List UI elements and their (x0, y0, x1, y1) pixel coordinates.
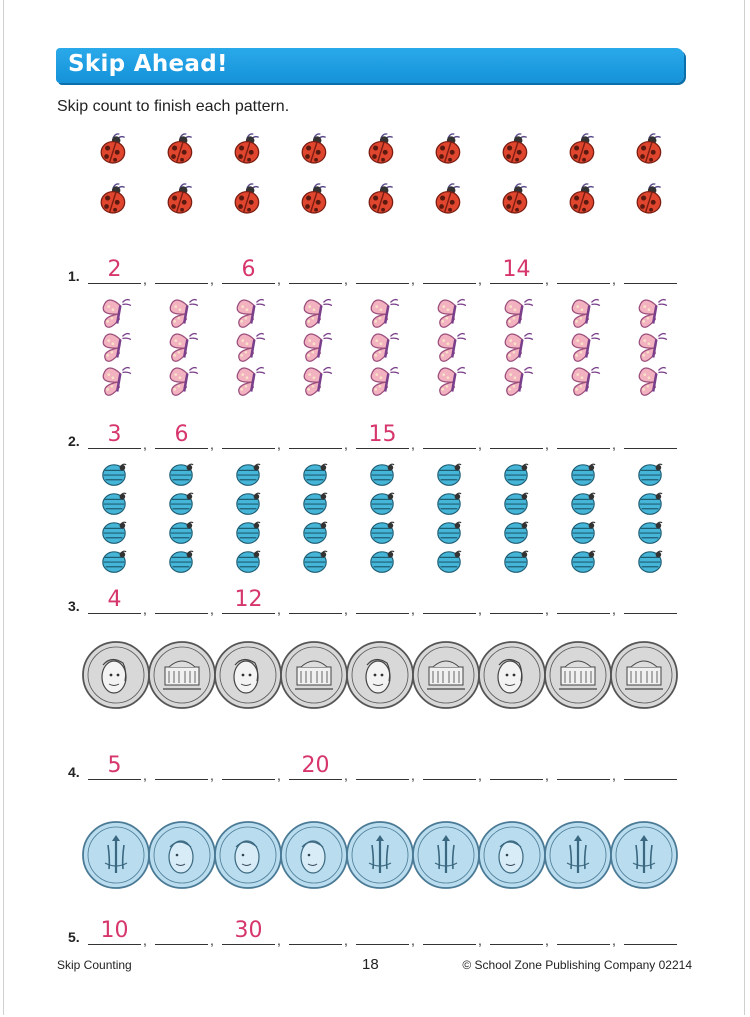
answer-blank[interactable] (624, 255, 677, 284)
ladybug-icon (634, 182, 666, 214)
nickel-coin-icon (477, 637, 547, 718)
dime-coin-icon (543, 817, 613, 898)
ladybug-icon (232, 182, 264, 214)
butterfly-icon (497, 296, 535, 332)
comma-separator: , (478, 601, 482, 617)
ladybug-icon (299, 132, 331, 164)
beetle-icon (300, 549, 330, 577)
comma-separator: , (344, 601, 348, 617)
handwritten-answer: 4 (107, 587, 122, 612)
beetle-icon (233, 491, 263, 519)
beetle-group (82, 462, 682, 574)
problem-row-5 (68, 915, 688, 948)
beetle-icon (434, 549, 464, 577)
butterfly-icon (363, 330, 401, 366)
answer-blank[interactable] (490, 916, 543, 945)
comma-separator: , (545, 271, 549, 287)
comma-separator: , (411, 932, 415, 948)
comma-separator: , (411, 271, 415, 287)
beetle-icon (99, 520, 129, 548)
answer-blank[interactable] (356, 255, 409, 284)
comma-separator: , (277, 271, 281, 287)
answer-blank[interactable] (155, 255, 208, 284)
comma-separator: , (210, 767, 214, 783)
ladybug-icon (98, 182, 130, 214)
answer-blank[interactable] (557, 255, 610, 284)
butterfly-icon (162, 296, 200, 332)
comma-separator: , (411, 436, 415, 452)
answer-blank[interactable] (557, 751, 610, 780)
answer-blank[interactable] (356, 916, 409, 945)
beetle-icon (233, 520, 263, 548)
comma-separator: , (277, 767, 281, 783)
answer-blank[interactable] (557, 916, 610, 945)
handwritten-answer: 30 (234, 918, 263, 943)
answer-blank[interactable] (423, 585, 476, 614)
answer-blank[interactable] (356, 420, 409, 449)
dime-coin-icon (609, 817, 679, 898)
beetle-icon (568, 520, 598, 548)
handwritten-answer: 2 (107, 257, 122, 282)
comma-separator: , (344, 932, 348, 948)
handwritten-answer: 12 (234, 587, 263, 612)
answer-blank[interactable] (222, 751, 275, 780)
beetle-icon (434, 491, 464, 519)
comma-separator: , (143, 932, 147, 948)
answer-blank[interactable] (222, 420, 275, 449)
answer-blank[interactable] (289, 751, 342, 780)
beetle-icon (568, 462, 598, 490)
beetle-icon (99, 549, 129, 577)
instructions: Skip count to finish each pattern. (57, 98, 290, 115)
answer-blank[interactable] (88, 585, 141, 614)
answer-blank[interactable] (155, 751, 208, 780)
handwritten-answer: 15 (368, 422, 397, 447)
comma-separator: , (143, 601, 147, 617)
comma-separator: , (143, 767, 147, 783)
handwritten-answer: 5 (107, 753, 122, 778)
nickel-coin-icon (279, 637, 349, 718)
butterfly-icon (95, 364, 133, 400)
answer-blank[interactable] (155, 916, 208, 945)
dime-coin-icon (279, 817, 349, 898)
comma-separator: , (277, 932, 281, 948)
comma-separator: , (545, 601, 549, 617)
dime-coin-icon (147, 817, 217, 898)
answer-blank[interactable] (155, 420, 208, 449)
butterfly-icon (564, 364, 602, 400)
answer-blank[interactable] (423, 255, 476, 284)
butterfly-icon (430, 364, 468, 400)
comma-separator: , (478, 932, 482, 948)
ladybug-icon (165, 182, 197, 214)
comma-separator: , (210, 932, 214, 948)
comma-separator: , (478, 271, 482, 287)
handwritten-answer: 14 (502, 257, 531, 282)
ladybug-icon (634, 132, 666, 164)
nickel-coin-icon (81, 637, 151, 718)
problem-number: 4. (68, 764, 80, 780)
beetle-icon (501, 549, 531, 577)
answer-blank[interactable] (222, 916, 275, 945)
beetle-icon (166, 520, 196, 548)
ladybug-icon (433, 182, 465, 214)
butterfly-group (82, 296, 682, 406)
beetle-icon (367, 549, 397, 577)
beetle-icon (166, 491, 196, 519)
comma-separator: , (143, 436, 147, 452)
answer-blank[interactable] (222, 255, 275, 284)
butterfly-icon (296, 364, 334, 400)
comma-separator: , (478, 767, 482, 783)
page-number: 18 (362, 956, 379, 973)
butterfly-icon (296, 296, 334, 332)
beetle-icon (635, 549, 665, 577)
problem-row-2 (68, 419, 688, 452)
comma-separator: , (344, 271, 348, 287)
beetle-icon (300, 491, 330, 519)
beetle-icon (434, 520, 464, 548)
answer-blank[interactable] (423, 751, 476, 780)
answer-blank[interactable] (490, 585, 543, 614)
comma-separator: , (411, 601, 415, 617)
beetle-icon (300, 520, 330, 548)
answer-blank[interactable] (289, 916, 342, 945)
problem-row-1 (68, 254, 688, 287)
beetle-icon (635, 462, 665, 490)
comma-separator: , (612, 767, 616, 783)
beetle-icon (99, 462, 129, 490)
nickel-coin-icon (609, 637, 679, 718)
problem-number: 3. (68, 598, 80, 614)
answer-blank[interactable] (423, 420, 476, 449)
comma-separator: , (344, 767, 348, 783)
nickel-coin-icon (345, 637, 415, 718)
butterfly-icon (497, 330, 535, 366)
dime-coin-icon (213, 817, 283, 898)
answer-blank[interactable] (624, 420, 677, 449)
butterfly-icon (430, 296, 468, 332)
beetle-icon (367, 520, 397, 548)
comma-separator: , (545, 932, 549, 948)
comma-separator: , (478, 436, 482, 452)
answer-blank[interactable] (155, 585, 208, 614)
butterfly-icon (229, 296, 267, 332)
comma-separator: , (143, 271, 147, 287)
nickel-coin-icon (543, 637, 613, 718)
handwritten-answer: 20 (301, 753, 330, 778)
comma-separator: , (612, 271, 616, 287)
beetle-icon (367, 462, 397, 490)
nickel-coin-icon (147, 637, 217, 718)
beetle-icon (233, 549, 263, 577)
ladybug-group (82, 132, 682, 224)
comma-separator: , (210, 601, 214, 617)
butterfly-icon (564, 296, 602, 332)
problem-row-4 (68, 750, 688, 783)
beetle-icon (501, 491, 531, 519)
butterfly-icon (95, 330, 133, 366)
answer-blank[interactable] (624, 751, 677, 780)
answer-blank[interactable] (624, 585, 677, 614)
nickel-row (81, 637, 691, 713)
beetle-icon (568, 549, 598, 577)
answer-blank[interactable] (557, 585, 610, 614)
dime-coin-icon (81, 817, 151, 898)
answer-blank[interactable] (289, 420, 342, 449)
butterfly-icon (229, 364, 267, 400)
comma-separator: , (411, 767, 415, 783)
beetle-icon (99, 491, 129, 519)
answer-blank[interactable] (222, 585, 275, 614)
answer-blank[interactable] (490, 751, 543, 780)
comma-separator: , (545, 767, 549, 783)
dime-coin-icon (411, 817, 481, 898)
answer-blank[interactable] (88, 420, 141, 449)
comma-separator: , (344, 436, 348, 452)
beetle-icon (501, 462, 531, 490)
comma-separator: , (612, 436, 616, 452)
ladybug-icon (567, 132, 599, 164)
answer-blank[interactable] (356, 751, 409, 780)
problem-number: 2. (68, 433, 80, 449)
comma-separator: , (210, 271, 214, 287)
beetle-icon (434, 462, 464, 490)
beetle-icon (300, 462, 330, 490)
ladybug-icon (567, 182, 599, 214)
beetle-icon (568, 491, 598, 519)
butterfly-icon (229, 330, 267, 366)
beetle-icon (166, 462, 196, 490)
butterfly-icon (631, 330, 669, 366)
answer-blank[interactable] (88, 255, 141, 284)
answer-blank[interactable] (624, 916, 677, 945)
handwritten-answer: 10 (100, 918, 129, 943)
beetle-icon (233, 462, 263, 490)
handwritten-answer: 6 (241, 257, 256, 282)
answer-blank[interactable] (88, 751, 141, 780)
butterfly-icon (430, 330, 468, 366)
butterfly-icon (296, 330, 334, 366)
page-title: Skip Ahead! (68, 51, 228, 77)
comma-separator: , (210, 436, 214, 452)
handwritten-answer: 3 (107, 422, 122, 447)
ladybug-icon (433, 132, 465, 164)
butterfly-icon (95, 296, 133, 332)
comma-separator: , (612, 932, 616, 948)
dime-coin-icon (477, 817, 547, 898)
butterfly-icon (363, 364, 401, 400)
beetle-icon (367, 491, 397, 519)
problem-number: 1. (68, 268, 80, 284)
butterfly-icon (631, 296, 669, 332)
ladybug-icon (299, 182, 331, 214)
ladybug-icon (98, 132, 130, 164)
comma-separator: , (277, 436, 281, 452)
copyright: © School Zone Publishing Company 02214 (462, 958, 692, 972)
beetle-icon (501, 520, 531, 548)
comma-separator: , (277, 601, 281, 617)
dime-coin-icon (345, 817, 415, 898)
butterfly-icon (162, 330, 200, 366)
answer-blank[interactable] (423, 916, 476, 945)
butterfly-icon (363, 296, 401, 332)
comma-separator: , (612, 601, 616, 617)
answer-blank[interactable] (289, 255, 342, 284)
problem-row-3 (68, 584, 688, 617)
ladybug-icon (366, 132, 398, 164)
beetle-icon (635, 491, 665, 519)
handwritten-answer: 6 (174, 422, 189, 447)
comma-separator: , (545, 436, 549, 452)
answer-blank[interactable] (88, 916, 141, 945)
butterfly-icon (631, 364, 669, 400)
ladybug-icon (232, 132, 264, 164)
title-bar (56, 48, 684, 83)
beetle-icon (166, 549, 196, 577)
butterfly-icon (497, 364, 535, 400)
answer-blank[interactable] (356, 585, 409, 614)
problem-number: 5. (68, 929, 80, 945)
ladybug-icon (165, 132, 197, 164)
answer-blank[interactable] (289, 585, 342, 614)
ladybug-icon (500, 132, 532, 164)
footer-section-label: Skip Counting (57, 958, 132, 972)
nickel-coin-icon (411, 637, 481, 718)
answer-blank[interactable] (557, 420, 610, 449)
answer-blank[interactable] (490, 255, 543, 284)
ladybug-icon (366, 182, 398, 214)
beetle-icon (635, 520, 665, 548)
dime-row (81, 817, 691, 893)
butterfly-icon (162, 364, 200, 400)
butterfly-icon (564, 330, 602, 366)
nickel-coin-icon (213, 637, 283, 718)
ladybug-icon (500, 182, 532, 214)
answer-blank[interactable] (490, 420, 543, 449)
